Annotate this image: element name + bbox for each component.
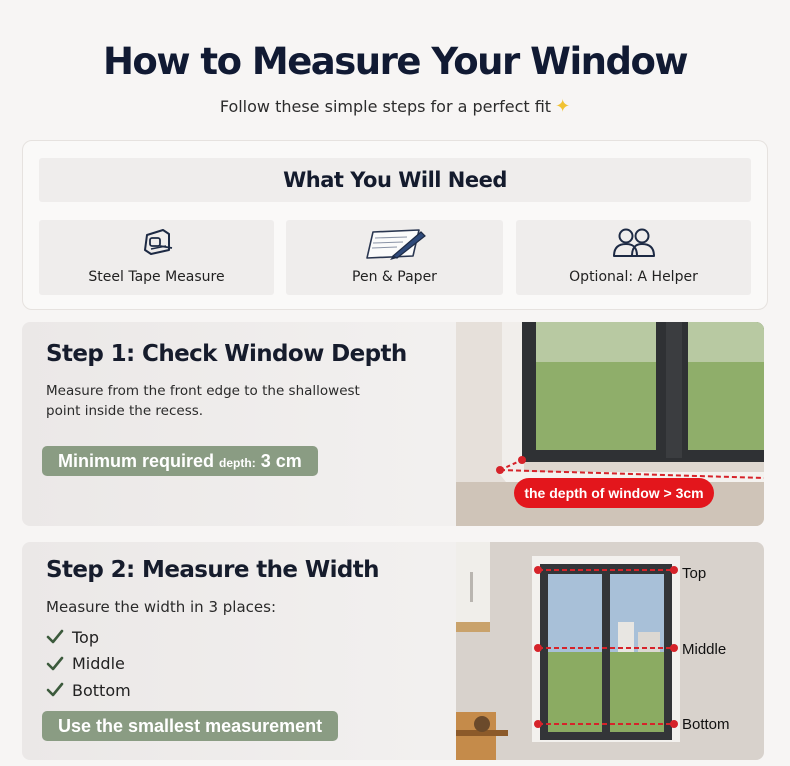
place-label: Middle [72,654,125,674]
need-item-tape [39,220,274,295]
sparkle-icon: ✦ [555,96,571,117]
step2-intro: Measure the width in 3 places: [46,598,276,616]
depth-callout: the depth of window > 3cm [524,485,704,501]
check-icon [46,656,64,672]
badge-main: Minimum required [58,451,215,471]
step1-text-line: point inside the recess. [46,403,204,419]
list-item [46,677,131,704]
photo-label-middle: Middle [682,641,727,658]
needs-panel [22,140,768,310]
page-title: How to Measure Your Window [102,40,688,83]
step2-card [22,542,764,760]
list-item [46,651,131,678]
needs-heading: What You Will Need [39,158,751,202]
window-depth-photo [456,322,764,526]
measure-places-list [46,624,131,704]
pen-paper-icon [363,226,427,262]
list-item [46,624,131,651]
need-label: Optional: A Helper [569,269,698,285]
photo-label-bottom: Bottom [682,716,730,733]
need-item-helper [516,220,751,295]
min-depth-badge [42,446,318,476]
check-icon [46,682,64,698]
subtitle-text: Follow these simple steps for a perfect fit [219,97,552,116]
need-label: Pen & Paper [352,269,437,285]
step1-title: Step 1: Check Window Depth [46,341,407,367]
need-item-pen [286,220,503,295]
check-icon [46,629,64,645]
people-icon [610,226,658,260]
window-width-photo [456,542,764,760]
place-label: Bottom [72,680,131,700]
step2-title: Step 2: Measure the Width [46,557,379,583]
need-label: Steel Tape Measure [88,269,225,285]
photo-label-top: Top [682,565,707,582]
smallest-measurement-badge: Use the smallest measurement [42,711,338,741]
place-label: Top [72,627,99,647]
badge-small: depth: [219,456,256,470]
step1-card [22,322,764,526]
step1-description [46,381,360,421]
step1-text-line: Measure from the front edge to the shallowest [46,383,360,399]
badge-value: 3 cm [260,451,302,471]
page-subtitle [0,96,790,117]
tape-measure-icon [139,226,175,260]
